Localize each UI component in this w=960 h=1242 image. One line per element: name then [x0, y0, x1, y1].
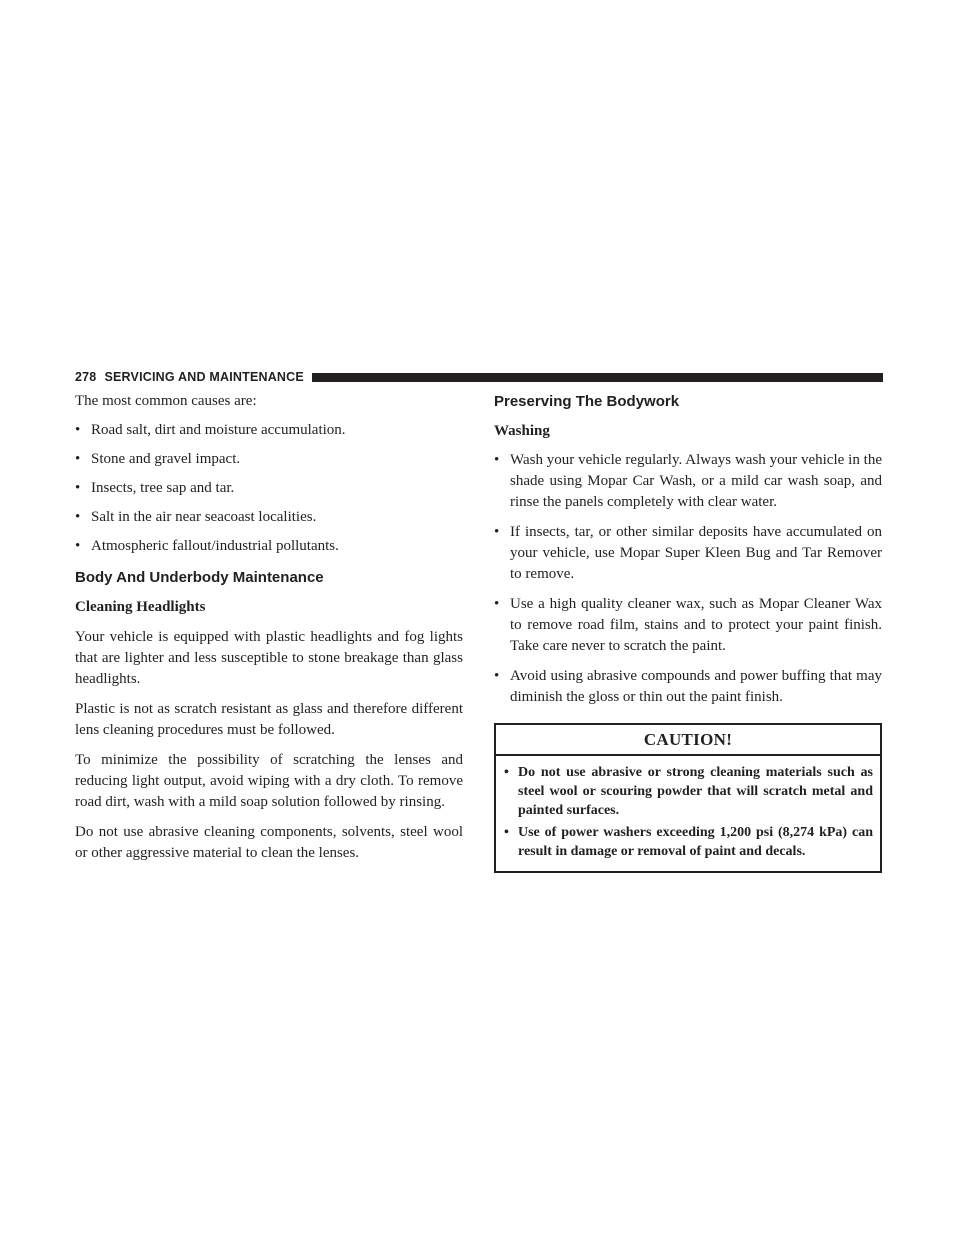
section-heading: Preserving The Bodywork [494, 393, 680, 410]
cause-item: • Salt in the air near seacoast localities. [75, 507, 463, 528]
caution-item: • Use of power washers exceeding 1,200 psi (8,274 kPa) can result in damage or removal of paint and decals. [504, 823, 873, 861]
left-column [75, 391, 463, 864]
cause-item: • Stone and gravel impact. [75, 449, 463, 470]
page-header [75, 369, 883, 385]
body-paragraph: Plastic is not as scratch resistant as glass and therefore different lens cleaning procedures must be followed. [75, 701, 463, 738]
cause-item: • Road salt, dirt and moisture accumulation. [75, 420, 463, 441]
cause-item: • Insects, tree sap and tar. [75, 478, 463, 499]
causes-intro: The most common causes are: [75, 393, 257, 409]
caution-title: CAUTION! [496, 725, 880, 756]
header-rule [312, 373, 883, 382]
caution-item: • Do not use abrasive or strong cleaning materials such as steel wool or scouring powder that will scratch metal and painted surfaces. [504, 763, 873, 820]
body-paragraph: To minimize the possibility of scratching the lenses and reducing light output, avoid wiping with a dry cloth. To remove road dirt, wash with a mild soap solution followed by rinsing. [75, 752, 463, 810]
body-paragraph: Your vehicle is equipped with plastic headlights and fog lights that are lighter and less susceptible to stone breakage than glass headlights. [75, 629, 463, 687]
subsection-heading: Cleaning Headlights [75, 599, 206, 615]
caution-body [496, 756, 880, 871]
washing-item: • If insects, tar, or other similar deposits have accumulated on your vehicle, use Mopar Super Kleen Bug and Tar Remover to remove. [494, 522, 882, 585]
section-heading: Body And Underbody Maintenance [75, 569, 324, 586]
right-column [494, 391, 882, 873]
washing-item: • Wash your vehicle regularly. Always wash your vehicle in the shade using Mopar Car Wash, or a mild car wash soap, and rinse the panels completely with clear water. [494, 450, 882, 513]
page-number: 278 [75, 370, 97, 384]
caution-box [494, 723, 882, 873]
washing-item: • Use a high quality cleaner wax, such as Mopar Cleaner Wax to remove road film, stains and to protect your paint finish. Take care never to scratch the paint. [494, 594, 882, 657]
subsection-heading: Washing [494, 423, 550, 439]
section-title: SERVICING AND MAINTENANCE [104, 370, 304, 384]
cause-item: • Atmospheric fallout/industrial pollutants. [75, 536, 463, 557]
washing-item: • Avoid using abrasive compounds and power buffing that may diminish the gloss or thin out the paint finish. [494, 666, 882, 708]
body-paragraph: Do not use abrasive cleaning components, solvents, steel wool or other aggressive material to clean the lenses. [75, 824, 463, 861]
